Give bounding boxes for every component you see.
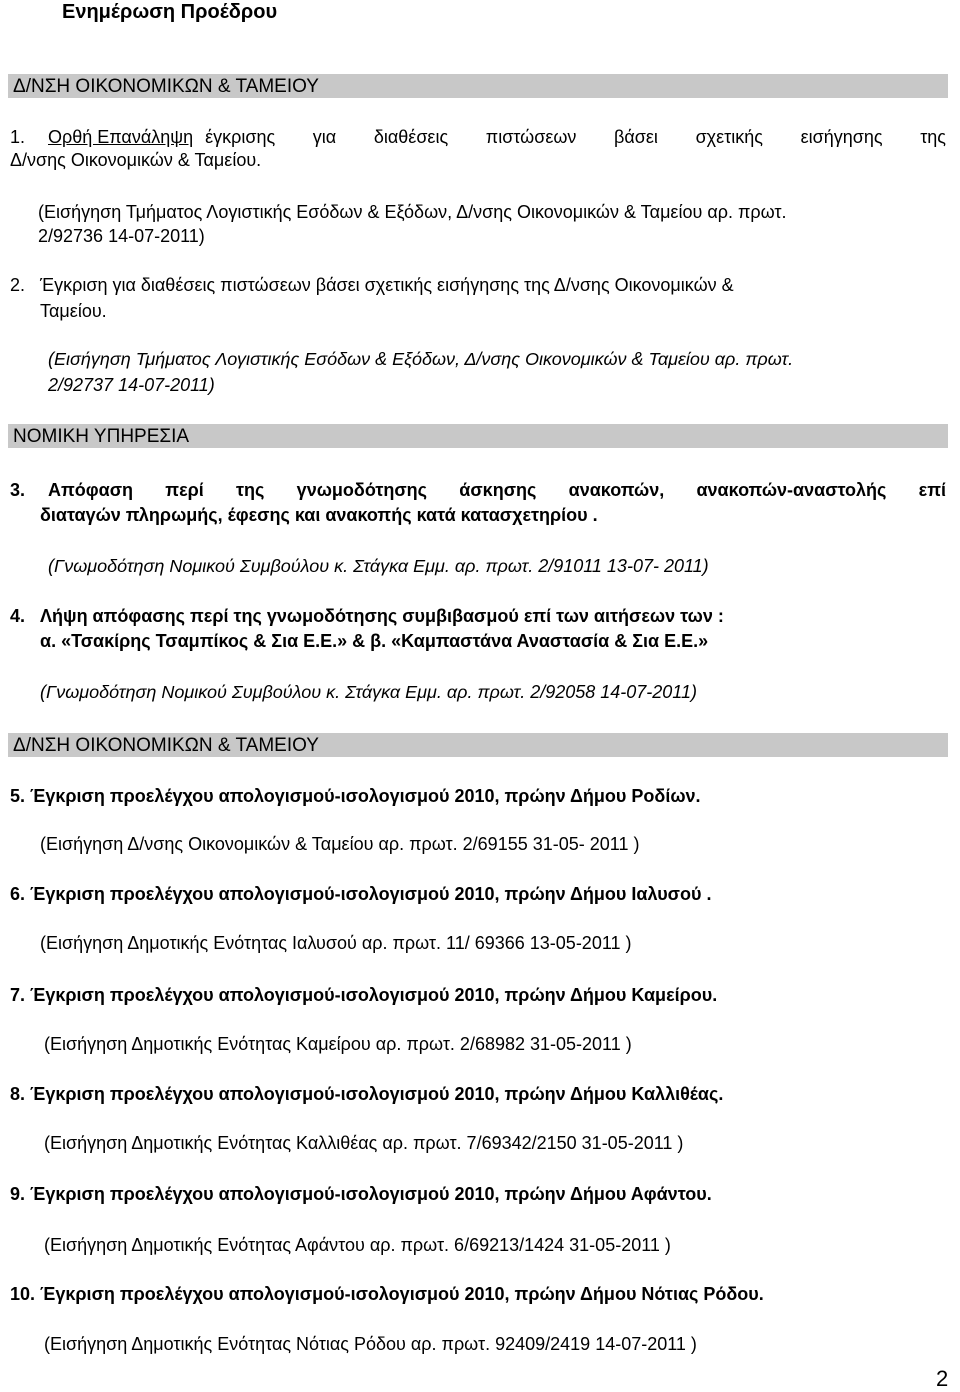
item-1-note-2: 2/92736 14-07-2011) (38, 226, 205, 246)
item-5-note: (Εισήγηση Δ/νσης Οικονομικών & Ταμείου αρ. πρωτ. 2/69155 31-05- 2011 ) (40, 834, 640, 854)
section-title: Δ/ΝΣΗ ΟΙΚΟΝΟΜΙΚΩΝ & ΤΑΜΕΙΟΥ (13, 735, 319, 756)
section-title: ΝΟΜΙΚΗ ΥΠΗΡΕΣΙΑ (13, 426, 190, 447)
item-3-line-1: Απόφαση περί της γνωμοδότησης άσκησης ανακοπών, ανακοπών-αναστολής επί (48, 480, 946, 500)
item-5-text: 5. Έγκριση προελέγχου απολογισμού-ισολογισμού 2010, πρώην Δήμου Ροδίων. (10, 786, 701, 806)
section-header-finance-2 (8, 733, 948, 757)
item-1-note-1: (Εισήγηση Τμήματος Λογιστικής Εσόδων & Εξόδων, Δ/νσης Οικονομικών & Ταμείου αρ. πρωτ. (38, 202, 787, 222)
item-8-text: 8. Έγκριση προελέγχου απολογισμού-ισολογισμού 2010, πρώην Δήμου Καλλιθέας. (10, 1084, 724, 1104)
section-title: Δ/ΝΣΗ ΟΙΚΟΝΟΜΙΚΩΝ & ΤΑΜΕΙΟΥ (13, 76, 319, 97)
item-4-note: (Γνωμοδότηση Νομικού Συμβούλου κ. Στάγκα Εμμ. αρ. πρωτ. 2/92058 14-07-2011) (40, 682, 697, 702)
item-4-line-1: Λήψη απόφασης περί της γνωμοδότησης συμβιβασμού επί των αιτήσεων των : (40, 606, 724, 626)
item-1-line-1 (48, 128, 946, 146)
item-9-text: 9. Έγκριση προελέγχου απολογισμού-ισολογισμού 2010, πρώην Δήμου Αφάντου. (10, 1184, 712, 1204)
item-2-line-1: Έγκριση για διαθέσεις πιστώσεων βάσει σχετικής εισήγησης της Δ/νσης Οικονομικών & (40, 275, 734, 295)
item-3-line-2: διαταγών πληρωμής, έφεσης και ανακοπής κατά κατασχετηρίου . (40, 505, 598, 525)
item-1-underlined: Ορθή Επανάληψη (48, 127, 194, 147)
item-7-text: 7. Έγκριση προελέγχου απολογισμού-ισολογισμού 2010, πρώην Δήμου Καμείρου. (10, 985, 718, 1005)
item-10-note: (Εισήγηση Δημοτικής Ενότητας Νότιας Ρόδου αρ. πρωτ. 92409/2419 14-07-2011 ) (44, 1334, 697, 1354)
item-2-line-2: Ταμείου. (40, 301, 107, 321)
item-6-note: (Εισήγηση Δημοτικής Ενότητας Ιαλυσού αρ. πρωτ. 11/ 69366 13-05-2011 ) (40, 933, 632, 953)
item-4-line-2: α. «Τσακίρης Τσαμπίκος & Σια Ε.Ε.» & β. «Καμπαστάνα Αναστασία & Σια Ε.Ε.» (40, 631, 709, 651)
item-number: 1. (10, 127, 26, 147)
item-2-note-2: 2/92737 14-07-2011) (48, 375, 215, 395)
section-header-finance (8, 74, 948, 98)
item-number: 3. (10, 480, 26, 500)
item-3-note: (Γνωμοδότηση Νομικού Συμβούλου κ. Στάγκα Εμμ. αρ. πρωτ. 2/91011 13-07- 2011) (48, 556, 709, 576)
item-1-line-2: Δ/νσης Οικονομικών & Ταμείου. (10, 150, 262, 170)
item-8-note: (Εισήγηση Δημοτικής Ενότητας Καλλιθέας αρ. πρωτ. 7/69342/2150 31-05-2011 ) (44, 1133, 684, 1153)
page-number: 2 (936, 1366, 949, 1391)
item-6-text: 6. Έγκριση προελέγχου απολογισμού-ισολογισμού 2010, πρώην Δήμου Ιαλυσού . (10, 884, 712, 904)
item-number: 2. (10, 275, 26, 295)
item-2-note-1: (Εισήγηση Τμήματος Λογιστικής Εσόδων & Εξόδων, Δ/νσης Οικονομικών & Ταμείου αρ. πρωτ. (48, 349, 794, 369)
item-10-text: 10. Έγκριση προελέγχου απολογισμού-ισολογισμού 2010, πρώην Δήμου Νότιας Ρόδου. (10, 1284, 764, 1304)
item-1-rest: έγκρισης για διαθέσεις πιστώσεων βάσει σχετικής εισήγησης της (205, 127, 946, 147)
section-header-legal (8, 424, 948, 448)
item-9-note: (Εισήγηση Δημοτικής Ενότητας Αφάντου αρ. πρωτ. 6/69213/1424 31-05-2011 ) (44, 1235, 671, 1255)
item-number: 4. (10, 606, 26, 626)
page-title: Ενημέρωση Προέδρου (62, 1, 278, 23)
item-7-note: (Εισήγηση Δημοτικής Ενότητας Καμείρου αρ. πρωτ. 2/68982 31-05-2011 ) (44, 1034, 632, 1054)
